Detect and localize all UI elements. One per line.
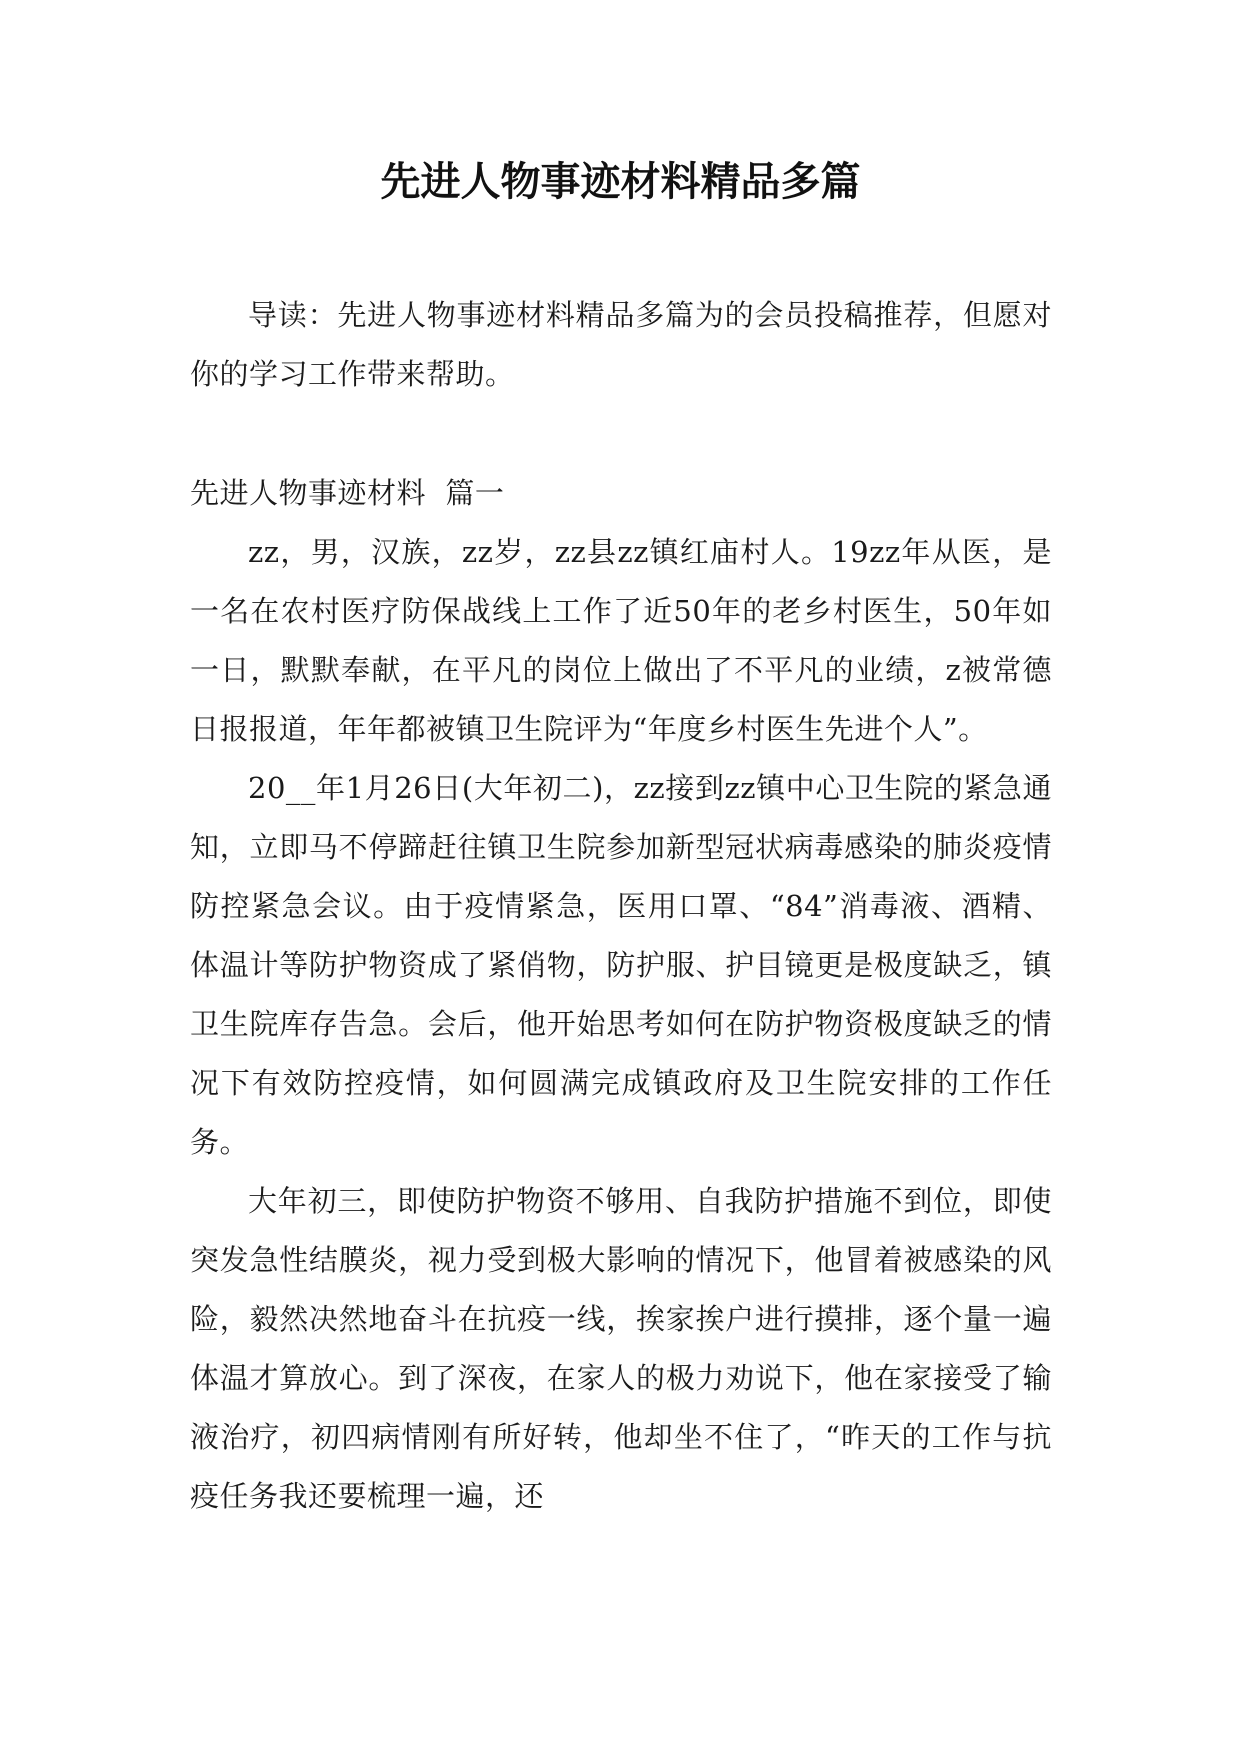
document-body bbox=[190, 286, 1052, 1526]
body-paragraph-3: 大年初三，即使防护物资不够用、自我防护措施不到位，即使突发急性结膜炎，视力受到极大影响的情况下，他冒着被感染的风险，毅然决然地奋斗在抗疫一线，挨家挨户进行摸排，逐个量一遍体温才算放心。到了深夜，在家人的极力劝说下，他在家接受了输液治疗，初四病情刚有所好转，他却坐不住了，“昨天的工作与抗疫任务我还要梳理一遍，还 bbox=[190, 1184, 1052, 1513]
spacer bbox=[190, 404, 1052, 464]
body-paragraph-1: zz，男，汉族，zz岁，zz县zz镇红庙村人。19zz年从医，是一名在农村医疗防保战线上工作了近50年的老乡村医生，50年如一日，默默奉献，在平凡的岗位上做出了不平凡的业绩，z被常德日报报道，年年都被镇卫生院评为“年度乡村医生先进个人”。 bbox=[190, 535, 1052, 746]
document-title: 先进人物事迹材料精品多篇 bbox=[380, 159, 861, 205]
body-paragraph-2: 20__年1月26日(大年初二)，zz接到zz镇中心卫生院的紧急通知，立即马不停蹄赶往镇卫生院参加新型冠状病毒感染的肺炎疫情防控紧急会议。由于疫情紧急，医用口罩、“84”消毒液、酒精、体温计等防护物资成了紧俏物，防护服、护目镜更是极度缺乏，镇卫生院库存告急。会后，他开始思考如何在防护物资极度缺乏的情况下有效防控疫情，如何圆满完成镇政府及卫生院安排的工作任务。 bbox=[190, 771, 1052, 1159]
section-heading: 先进人物事迹材料 篇一 bbox=[190, 476, 505, 510]
intro-paragraph: 导读：先进人物事迹材料精品多篇为的会员投稿推荐，但愿对你的学习工作带来帮助。 bbox=[190, 298, 1052, 391]
